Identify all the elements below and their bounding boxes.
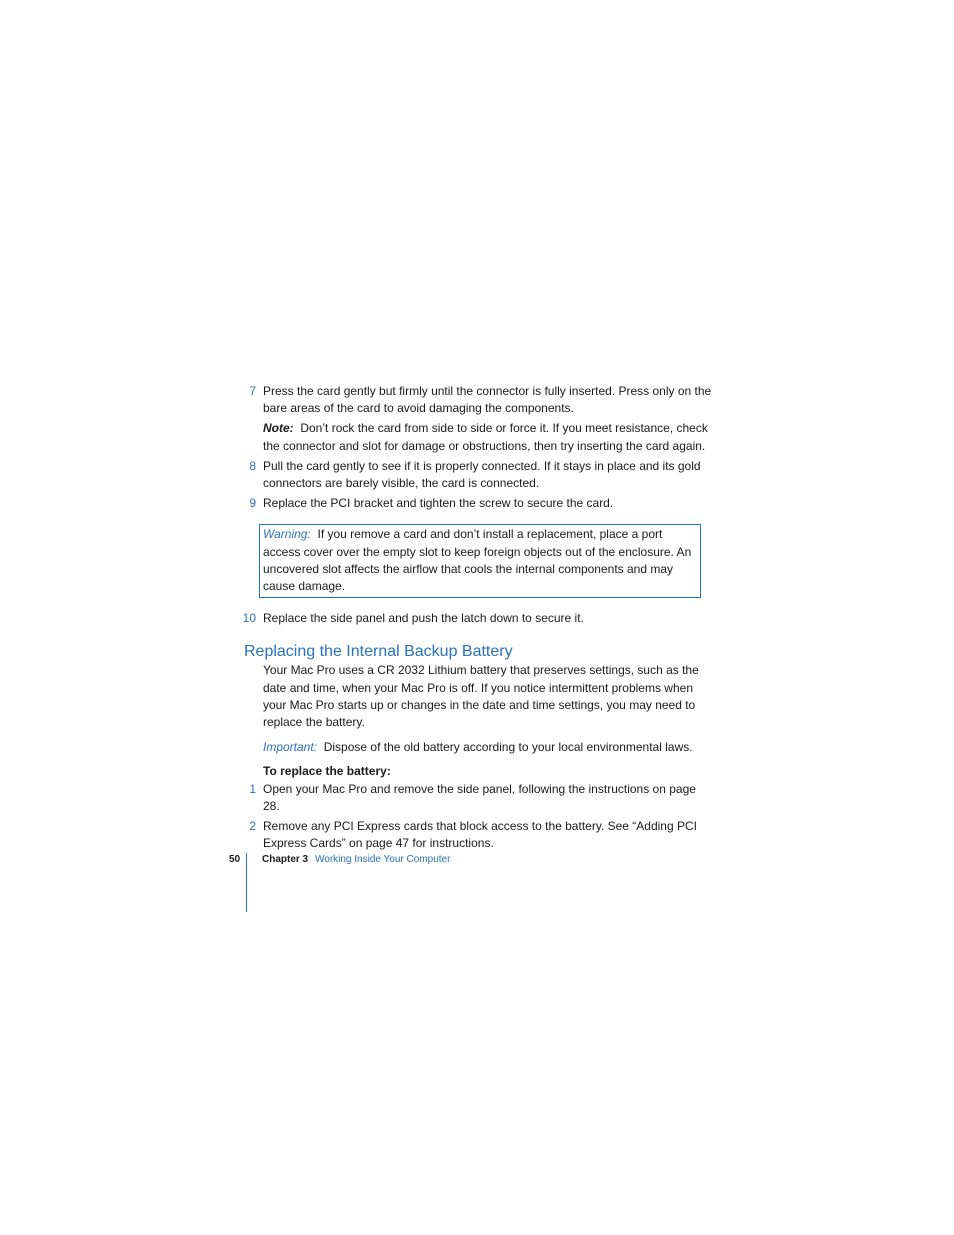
step-text: Remove any PCI Express cards that block access to the battery. See “Adding PCI Express Cards” on page 47 for instructions. [263, 819, 697, 851]
step-number: 7 [249, 384, 256, 398]
note-text: Don’t rock the card from side to side or force it. If you meet resistance, check the connector and slot for damage or obstructions, then try inserting the card again. [263, 421, 708, 453]
note-label: Note: [263, 421, 294, 436]
step-text: Replace the PCI bracket and tighten the screw to secure the card. [263, 496, 614, 511]
footer-rule [246, 853, 247, 912]
step-text: Open your Mac Pro and remove the side panel, following the instructions on page 28. [263, 781, 696, 813]
chapter-title-link[interactable]: Working Inside Your Computer [315, 854, 451, 865]
important-text: Dispose of the old battery according to your local environmental laws. [323, 740, 693, 755]
step-text: Replace the side panel and push the latch down to secure it. [263, 611, 584, 626]
step-8 [244, 458, 714, 492]
page-content [244, 382, 714, 852]
step-text: Pull the card gently to see if it is properly connected. If it stays in place and its gold connectors are barely visible, the card is connected. [263, 458, 701, 491]
important-paragraph [263, 739, 714, 756]
step-number: 1 [249, 781, 256, 796]
step-number: 2 [249, 819, 256, 834]
step-number: 10 [242, 611, 256, 626]
step-number: 8 [249, 458, 256, 473]
procedure-title: To replace the battery: [263, 764, 391, 779]
chapter-label: Chapter 3 [262, 854, 309, 865]
page-footer [0, 853, 954, 913]
section-heading: Replacing the Internal Backup Battery [244, 643, 513, 661]
step-7 [244, 383, 714, 417]
step-text: Press the card gently but firmly until the connector is fully inserted. Press only on the bare areas of the card to avoid damaging the components. [263, 384, 712, 416]
warning-label: Warning: [263, 527, 311, 542]
page-number: 50 [229, 854, 241, 865]
warning-text: If you remove a card and don’t install a replacement, place a port access cover over the empty slot to keep foreign objects out of the enclosure. An uncovered slot affects the airflow that cools the internal components and may cause damage. [263, 527, 692, 594]
step-10 [244, 610, 714, 627]
important-label: Important: [263, 740, 318, 755]
section-intro: Your Mac Pro uses a CR 2032 Lithium battery that preserves settings, such as the date and time, when your Mac Pro is off. If you notice intermittent problems when your Mac Pro starts up or changes in the date and time settings, you may need to replace the battery. [263, 663, 699, 730]
battery-step-1 [244, 781, 714, 815]
step-9 [244, 495, 714, 512]
step-number: 9 [249, 496, 256, 511]
note-paragraph [263, 420, 714, 454]
battery-step-2 [244, 818, 714, 852]
warning-box [259, 524, 701, 598]
